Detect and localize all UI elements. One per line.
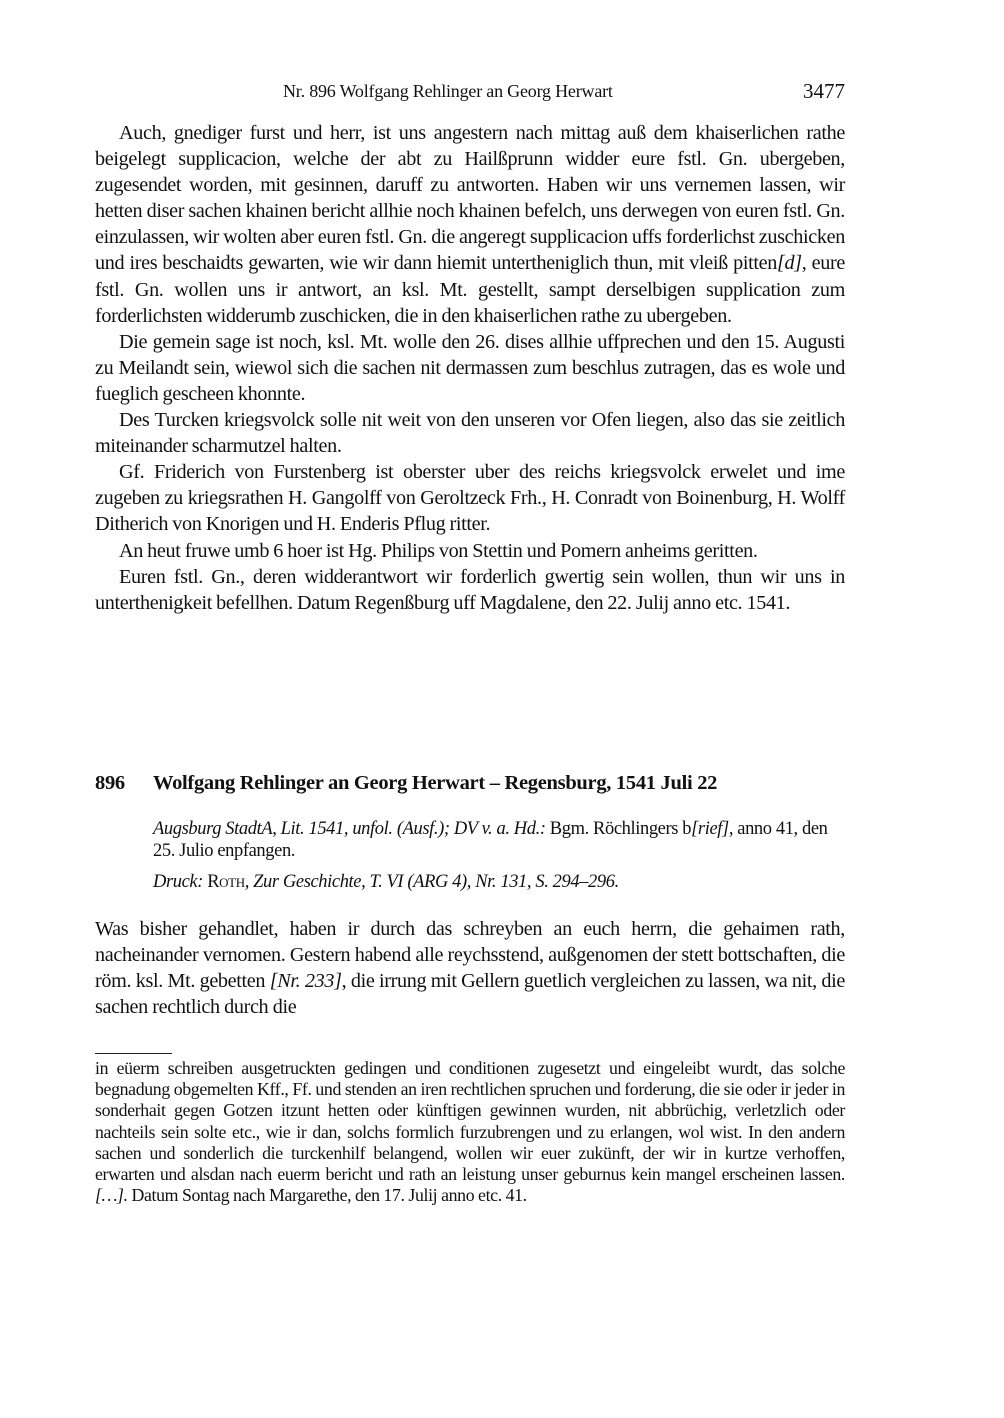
source-apparatus [153, 818, 845, 902]
paragraph: Die gemein sage ist noch, ksl. Mt. wolle den 26. dises allhie uffprechen und den 15. Augusti zu Meilandt sein, wiewol sich die sachen nit dermassen zum beschlus zutragen, das es wole und fueglich gescheen khonnte. [95, 330, 845, 405]
paragraph: Auch, gnediger furst und herr, ist uns angestern nach mittag auß dem khaiserlichen rathe beigelegt supplicacion, welche der abt zu Hailßprunn widder eure fstl. Gn. ubergeben, zugesendet worden, mit gesinnen, daruff zu antworten. Haben wir uns vernemen lassen, wir hetten diser sachen khainen bericht allhie noch khainen befelch, uns derwegen von euren fstl. Gn. einzulassen, wir wolten aber euren fstl. Gn. die angeregt supplicacion uffs forderlichst zuschicken und ires beschaidts gewarten, wie wir dann hiemit untertheniglich thun, mit vleiß pitten[d], eure fstl. Gn. wollen uns ir antwort, an ksl. Mt. gestellt, sampt derselbigen supplication zum forderlichsten widderumb zuschicken, die in den khaiserlichen rathe zu ubergeben. [95, 122, 845, 327]
footnote: in eüerm schreiben ausgetruckten gedingen und conditionen zugesetzt und eingeleibt wurdt, das solche begnadung obgemelten Kff., Ff. und stenden an iren rechtlichen spruchen und forderung, die sie oder ir jeder in sonderhait gegen Gotzen itzunt hetten oder künftigen gewinnen wurden, nit abbrüchig, verletzlich oder nachteils sein solte etc., wie ir dan, solchs formlich furzubrengen und zu erlangen, wol wist. In den andern sachen und sonderlich die turckenhilf belangend, wollen wir euer zukünft, der wir in kurtze verhoffen, erwarten und alsdan nach euerm bericht und rath an leistung unser geburnus kein mangel erscheinen lassen. […]. Datum Sontag nach Margarethe, den 17. Julij anno etc. 41. [95, 1058, 845, 1206]
author-name: Roth [207, 872, 245, 892]
letter-text [95, 916, 845, 1020]
running-head-title: Nr. 896 Wolfgang Rehlinger an Georg Herwart [283, 81, 613, 101]
omission-mark: […]. [95, 1185, 128, 1206]
paragraph: Gf. Friderich von Furstenberg ist oberster uber des reichs kriegsvolck erwelet und ime zugeben zu kriegsrathen H. Gangolff von Geroltzeck Frh., H. Conradt von Boinenburg, H. Wolff Ditherich von Knorigen und H. Enderis Pflug ritter. [95, 461, 845, 536]
previous-document-continuation [95, 120, 845, 616]
paragraph: An heut fruwe umb 6 hoer ist Hg. Philips von Stettin und Pomern anheims geritten. [119, 539, 758, 562]
footnote-separator [95, 1053, 172, 1054]
running-head [95, 81, 845, 107]
print-reference: Druck: Roth, Zur Geschichte, T. VI (ARG 4), Nr. 131, S. 294–296. [153, 872, 619, 892]
archive-source: Augsburg StadtA, Lit. 1541, unfol. (Ausf.); DV v. a. Hd.: Bgm. Röchlingers b[rief], anno 41, den 25. Julio enpfangen. [153, 819, 828, 861]
cross-reference: [Nr. 233] [269, 970, 342, 993]
paragraph: Euren fstl. Gn., deren widderantwort wir forderlich gwertig sein wollen, thun wir uns in unterthenigkeit befellhen. Datum Regenßburg uff Magdalene, den 22. Julij anno etc. 1541. [95, 565, 845, 614]
document-heading [95, 772, 845, 795]
document-number: 896 [95, 772, 125, 794]
editorial-emendation: [d] [776, 252, 802, 275]
document-title: Wolfgang Rehlinger an Georg Herwart – Regensburg, 1541 Juli 22 [153, 772, 718, 794]
paragraph: Des Turcken kriegsvolck solle nit weit von den unseren vor Ofen liegen, also das sie zeitlich miteinander scharmutzel halten. [95, 409, 845, 458]
editorial-emendation: [rief] [691, 819, 729, 839]
page-number: 3477 [803, 79, 845, 103]
paragraph: Was bisher gehandlet, haben ir durch das schreyben an euch herrn, die gehaimen rath, nacheinander vernomen. Gestern habend alle reychsstend, außgenomen der stett bottschaften, die röm. ksl. Mt. gebetten [Nr. 233], die irrung mit Gellern guetlich vergleichen zu lassen, wa nit, die sachen rechtlich durch die [95, 918, 845, 1019]
